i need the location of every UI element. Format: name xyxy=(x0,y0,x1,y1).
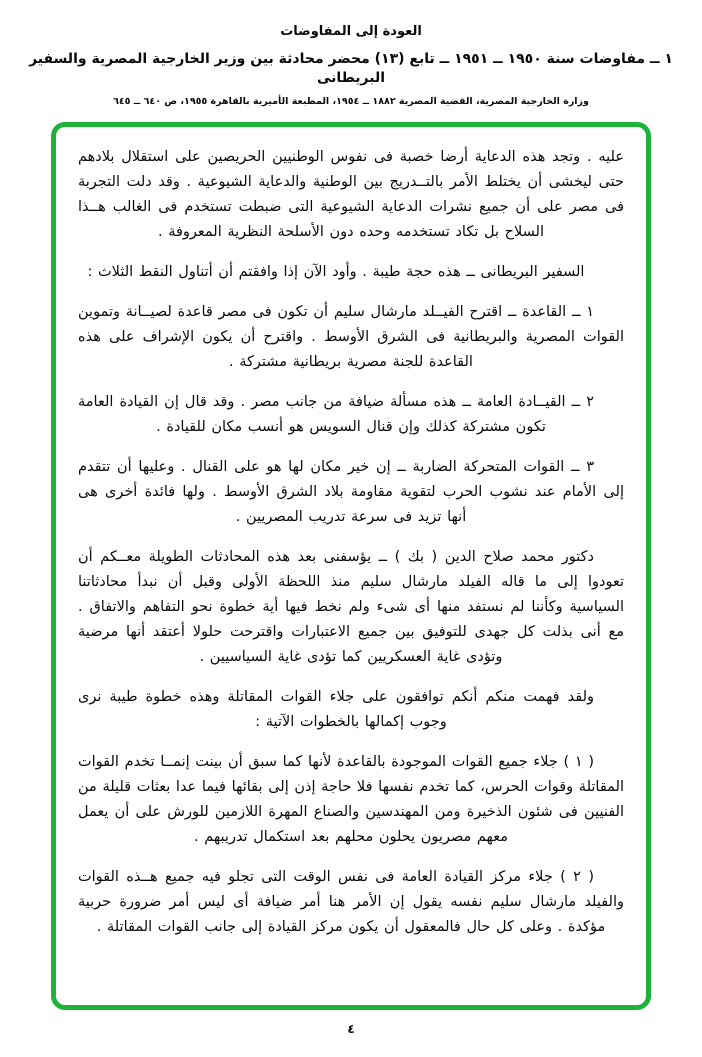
paragraph-british-ambassador-intro: السفير البريطانى ــ هذه حجة طيبة . وأود الآن إذا وافقتم أن أتناول النقط الثلاث : xyxy=(87,263,585,280)
paragraph-step-2-command-evacuation: ( ٢ ) جلاء مركز القيادة العامة فى نفس الوقت التى تجلو فيه جميع هــذه القوات والفيلد مارشال سليم نفسه يقول إن الأمر هنا أمر ضيافة أى ليس أمر ضرورة حربية مؤكدة . وعلى كل حال فالمعقول أن يكون مركز القيادة إلى جانب القوات المقاتلة . xyxy=(78,868,624,935)
page-number: ٤ xyxy=(347,1022,355,1036)
paragraph-dr-salah-eldin-reply: دكتور محمد صلاح الدين ( بك ) ــ يؤسفنى بعد هذه المحادثات الطويلة معــكم أن تعودوا إلى ما قاله الفيلد مارشال سليم منذ اللحظة الأولى وقبل أن نبدأ محادثاتنا السياسية وكأننا لم نستفد منها أى شىء ولم نخط فيها أية خطوة نحو التفاهم والاتفاق . مع أنى بذلت كل جهدى للتوفيق بين جميع الاعتبارات واقترحت حلولا أعتقد أنها مرضية وتؤدى غاية العسكريين كما تؤدى غاية السياسيين . xyxy=(78,548,624,665)
paragraph-point-1-base: ١ ــ القاعدة ــ اقترح الفيــلد مارشال سليم أن تكون فى مصر قاعدة لصيــانة وتموين القوات المصرية والبريطانية فى الشرق الأوسط . واقترح أن يكون الإشراف على هذه القاعدة للجنة مصرية بريطانية مشتركة . xyxy=(78,303,624,370)
source-citation: وزارة الخارجية المصرية، القضية المصرية ١٨٨٢ ــ ١٩٥٤، المطبعة الأميرية بالقاهرة ١٩٥٥، ص ٦٤٠ ــ ٦٤٥ xyxy=(113,95,589,107)
document-header xyxy=(0,0,702,107)
paragraph-point-2-general-command: ٢ ــ القيــادة العامة ــ هذه مسألة ضيافة من جانب مصر . وقد قال إن القيادة العامة تكون مشتركة كذلك وإن قنال السويس هو أنسب مكان للقيادة . xyxy=(78,393,594,435)
paragraph-evacuation-agreement: ولقد فهمت منكم أنكم توافقون على جلاء القوات المقاتلة وهذه خطوة طيبة نرى وجوب إكمالها بالخطوات الآتية : xyxy=(78,688,594,730)
paragraph-point-3-mobile-strike-forces: ٣ ــ القوات المتحركة الضاربة ــ إن خير مكان لها هو على القنال . وعليها أن تتقدم إلى الأمام عند نشوب الحرب لتقوية مقاومة بلاد الشرق الأوسط . ولها فائدة أخرى هى أنها تزيد فى سرعة تدريب المصريين . xyxy=(78,458,624,525)
document-subtitle: ١ ــ مفاوضات سنة ١٩٥٠ ــ ١٩٥١ ــ تابع (١٣) محضر محادثة بين وزير الخارجية المصرية والسفير البريطانى xyxy=(29,51,673,86)
paragraph-step-1-base-evacuation: ( ١ ) جلاء جميع القوات الموجودة بالقاعدة لأنها كما سبق أن بينت إنمــا تخدم القوات المقاتلة وقوات الحرس، كما تخدم نفسها فلا حاجة إذن إلى بقائها فيما عدا بعثات قليلة من الفنيين فى شئون الذخيرة ومن المهندسين والصناع المهرة اللازمين للورش على أن يعمل معهم مصريون يحلون محلهم بعد استكمال تدريبهم . xyxy=(78,753,624,845)
paragraph-propaganda-continuation: عليه . وتجد هذه الدعاية أرضا خصبة فى نفوس الوطنيين الحريصين على استقلال بلادهم حتى ليخشى أن يختلط الأمر بالتــدريج بين الوطنية والدعاية الشيوعية . وقد دلت التجربة فى مصر على أن جميع نشرات الدعاية الشيوعية التى ضبطت تستخدم فى الغالب هــذا السلاح بل تكاد تستخدمه وحده دون الأسلحة النظرية المعروفة . xyxy=(78,148,624,240)
page-title: العودة إلى المفاوضات xyxy=(280,24,422,39)
green-border-frame xyxy=(51,122,651,1010)
